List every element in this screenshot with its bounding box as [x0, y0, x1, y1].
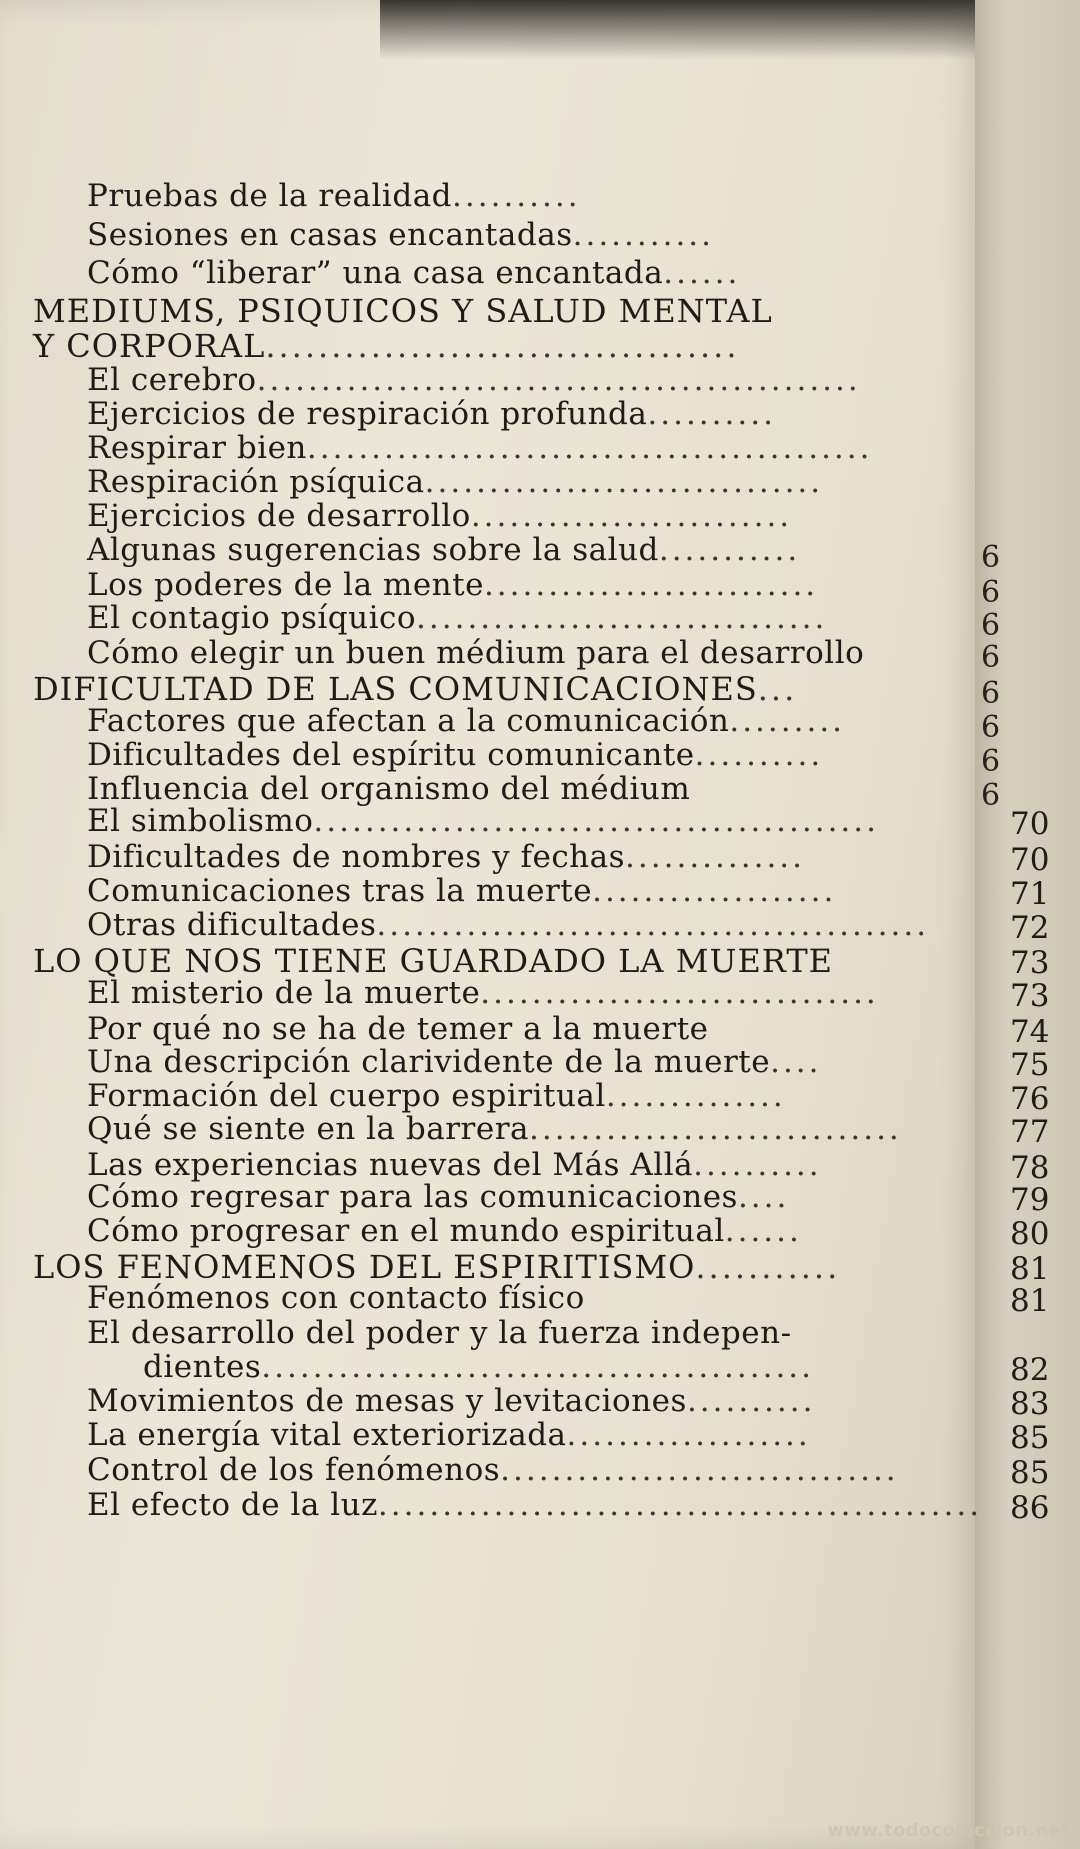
- entry-title: Ejercicios de respiración profunda: [87, 396, 648, 432]
- entry-title: El desarrollo del poder y la fuerza indepen-: [87, 1315, 792, 1351]
- dot-leader: ............................................: [313, 803, 879, 839]
- page-number: 80: [1010, 1216, 1050, 1252]
- toc-section-entry: [87, 217, 715, 253]
- toc-section-entry: [87, 839, 806, 875]
- entry-title: Factores que afectan a la comunicación: [87, 703, 730, 739]
- dot-leader: ...............................................: [256, 362, 861, 398]
- dot-leader: ...................: [566, 1417, 811, 1453]
- toc-section-entry: [87, 1078, 786, 1114]
- toc-section-entry: [87, 873, 837, 909]
- toc-section-entry: [87, 907, 930, 943]
- page-number: 74: [1010, 1014, 1050, 1050]
- page-number: 81: [1010, 1251, 1050, 1287]
- entry-title: Cómo regresar para las comunicaciones: [87, 1179, 738, 1215]
- toc-section-entry: [87, 1179, 790, 1215]
- page-number: 86: [1010, 1490, 1050, 1526]
- entry-title: Cómo elegir un buen médium para el desarrollo: [87, 635, 865, 671]
- dot-leader: ....: [770, 1044, 822, 1080]
- entry-title: Influencia del organismo del médium: [87, 771, 691, 807]
- toc-chapter-entry: [33, 292, 773, 330]
- entry-title: El misterio de la muerte: [87, 975, 481, 1011]
- dot-leader: ..........: [694, 737, 824, 773]
- toc-section-entry: [87, 803, 879, 839]
- toc-section-entry: [143, 1349, 815, 1385]
- entry-title: Movimientos de mesas y levitaciones: [87, 1383, 687, 1419]
- dot-leader: ..............: [625, 839, 806, 875]
- entry-title: Respirar bien: [87, 430, 307, 466]
- page-number: 71: [1010, 876, 1050, 912]
- toc-section-entry: [87, 1280, 585, 1316]
- watermark-text: www.todocoleccion.net: [827, 1820, 1070, 1841]
- page-number: 83: [1010, 1386, 1050, 1422]
- toc-section-entry: [87, 975, 879, 1011]
- entry-title: El simbolismo: [87, 803, 314, 839]
- entry-title: LO QUE NOS TIENE GUARDADO LA MUERTE: [33, 942, 834, 980]
- dot-leader: ...........: [695, 1248, 841, 1286]
- dot-leader: .........: [729, 703, 846, 739]
- toc-section-entry: [87, 362, 861, 398]
- dot-leader: .............................: [529, 1111, 902, 1147]
- edge-page-number: 6: [981, 608, 1001, 643]
- dot-leader: .........................: [470, 498, 793, 534]
- dot-leader: ..............: [605, 1078, 786, 1114]
- edge-page-number: 6: [981, 744, 1001, 779]
- toc-section-entry: [87, 1417, 811, 1453]
- dot-leader: ...........: [658, 532, 801, 568]
- dot-leader: ......: [724, 1213, 802, 1249]
- page-number: 81: [1010, 1283, 1050, 1319]
- dot-leader: ...............................................: [377, 1487, 983, 1523]
- entry-title: Cómo “liberar” una casa encantada: [87, 255, 664, 291]
- toc-section-entry: [87, 464, 824, 500]
- page-number: 70: [1010, 806, 1050, 842]
- entry-title: Comunicaciones tras la muerte: [87, 873, 593, 909]
- toc-section-entry: [87, 1383, 816, 1419]
- dot-leader: ...............................: [424, 464, 824, 500]
- entry-title: Formación del cuerpo espiritual: [87, 1078, 606, 1114]
- toc-chapter-entry: [33, 1248, 841, 1286]
- toc-section-entry: [87, 703, 846, 739]
- dot-leader: ..........: [452, 178, 581, 214]
- page-number: 70: [1010, 842, 1050, 878]
- page-number: 73: [1010, 945, 1050, 981]
- toc-section-entry: [87, 430, 873, 466]
- toc-section-entry: [87, 1011, 709, 1047]
- toc-section-entry: [87, 532, 801, 568]
- entry-title: Cómo progresar en el mundo espiritual: [87, 1213, 725, 1249]
- entry-title: Dificultades de nombres y fechas: [87, 839, 626, 875]
- toc-section-entry: [87, 498, 793, 534]
- toc-section-entry: [87, 1213, 802, 1249]
- entry-title: Respiración psíquica: [87, 464, 425, 500]
- toc-section-entry: [87, 771, 691, 807]
- entry-title: Las experiencias nuevas del Más Allá: [87, 1147, 694, 1183]
- toc-section-entry: [87, 1111, 902, 1147]
- toc-chapter-entry: [33, 942, 834, 980]
- dot-leader: ...........: [572, 217, 715, 253]
- page-number: 75: [1010, 1047, 1050, 1083]
- entry-title: El efecto de la luz: [87, 1487, 378, 1523]
- toc-section-entry: [87, 396, 776, 432]
- page-number: 77: [1010, 1114, 1050, 1150]
- toc-chapter-entry: [33, 327, 740, 365]
- dot-leader: ......: [663, 255, 741, 291]
- entry-title: Los poderes de la mente: [87, 567, 484, 603]
- dot-leader: ..........: [647, 396, 776, 432]
- page-number: 78: [1010, 1150, 1050, 1186]
- edge-page-number: 6: [981, 710, 1001, 745]
- dot-leader: ..........: [686, 1383, 816, 1419]
- edge-page-number: 6: [981, 640, 1001, 675]
- entry-title: Control de los fenómenos: [87, 1452, 501, 1488]
- entry-title: LOS FENOMENOS DEL ESPIRITISMO: [33, 1248, 696, 1286]
- entry-title: Otras dificultades: [87, 907, 377, 943]
- dot-leader: ............................................: [306, 430, 873, 466]
- entry-title: El contagio psíquico: [87, 600, 417, 636]
- edge-page-number: 6: [981, 676, 1001, 711]
- toc-section-entry: [87, 600, 828, 636]
- edge-page-number: 6: [981, 778, 1001, 813]
- page-number: 85: [1010, 1455, 1050, 1491]
- entry-title: Y CORPORAL: [33, 327, 266, 365]
- toc-section-entry: [87, 1147, 822, 1183]
- dot-leader: ..........: [693, 1147, 822, 1183]
- entry-title: Pruebas de la realidad: [87, 178, 453, 214]
- entry-title: dientes: [143, 1349, 262, 1385]
- entry-title: Sesiones en casas encantadas: [87, 217, 573, 253]
- toc-section-entry: [87, 1044, 822, 1080]
- toc-section-entry: [87, 737, 824, 773]
- edge-page-number: 6: [981, 575, 1001, 610]
- page-number: 79: [1010, 1182, 1050, 1218]
- entry-title: Por qué no se ha de temer a la muerte: [87, 1011, 709, 1047]
- entry-title: Ejercicios de desarrollo: [87, 498, 471, 534]
- entry-title: Una descripción clarividente de la muerte: [87, 1044, 771, 1080]
- dot-leader: ....................................: [265, 327, 740, 365]
- toc-section-entry: [87, 1315, 792, 1351]
- dot-leader: ...........................................: [376, 907, 930, 943]
- page-number: 76: [1010, 1081, 1050, 1117]
- dot-leader: ..........................: [483, 567, 819, 603]
- dot-leader: ................................: [416, 600, 828, 636]
- toc-section-entry: [87, 635, 865, 671]
- dot-leader: ...................: [592, 873, 837, 909]
- page-number: 72: [1010, 910, 1050, 946]
- dot-leader: ....: [737, 1179, 790, 1215]
- entry-title: MEDIUMS, PSIQUICOS Y SALUD MENTAL: [33, 292, 773, 330]
- entry-title: DIFICULTAD DE LAS COMUNICACIONES: [33, 670, 758, 708]
- toc-section-entry: [87, 567, 819, 603]
- page-number: 85: [1010, 1420, 1050, 1456]
- dot-leader: ...........................................: [261, 1349, 815, 1385]
- entry-title: Algunas sugerencias sobre la salud: [87, 532, 659, 568]
- toc-section-entry: [87, 255, 741, 291]
- entry-title: La energía vital exteriorizada: [87, 1417, 567, 1453]
- toc-chapter-entry: [33, 670, 798, 708]
- dot-leader: ...............................: [480, 975, 879, 1011]
- toc-section-entry: [87, 178, 581, 214]
- page-number: 82: [1010, 1352, 1050, 1388]
- entry-title: Fenómenos con contacto físico: [87, 1280, 585, 1316]
- entry-title: Dificultades del espíritu comunicante: [87, 737, 695, 773]
- dot-leader: ...: [757, 670, 798, 708]
- entry-title: El cerebro: [87, 362, 257, 398]
- dot-leader: ...............................: [500, 1452, 899, 1488]
- toc-section-entry: [87, 1487, 983, 1523]
- entry-title: Qué se siente en la barrera: [87, 1111, 530, 1147]
- toc-section-entry: [87, 1452, 899, 1488]
- edge-page-number: 6: [981, 540, 1001, 575]
- page-number: 73: [1010, 978, 1050, 1014]
